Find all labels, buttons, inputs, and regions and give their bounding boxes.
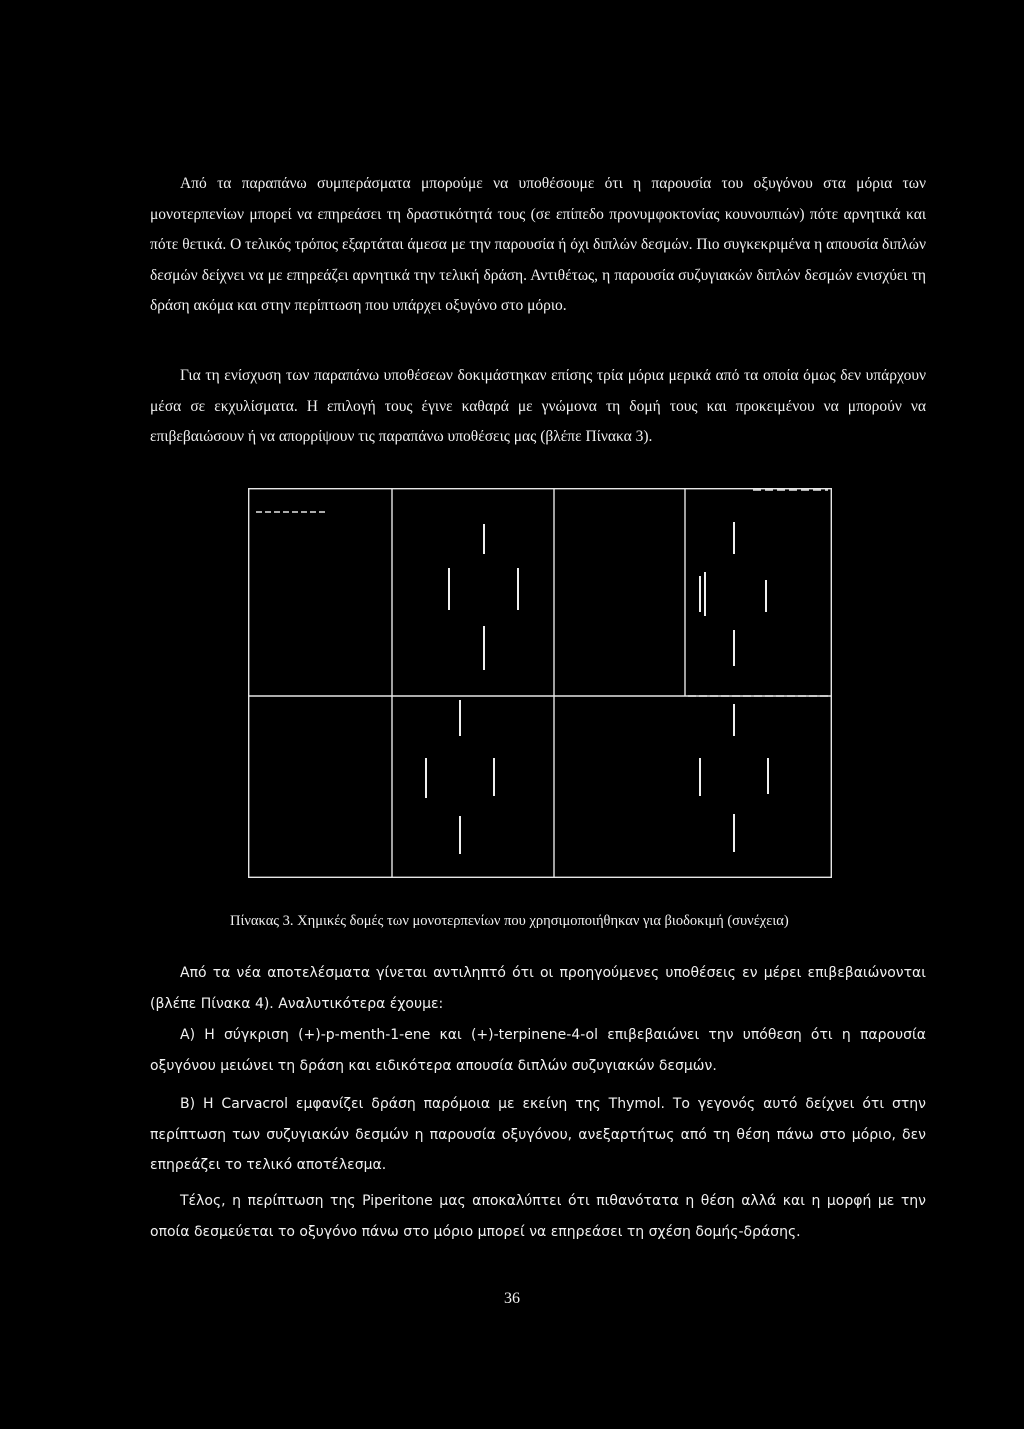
paragraph-new-results: Από τα νέα αποτελέσματα γίνεται αντιληπτό ότι οι προηγούμενες υποθέσεις εν μέρει επιβεβαιώνονται (βλέπε Πίνακα 4). Αναλυτικότερα έχουμε: bbox=[150, 965, 926, 1012]
table-border bbox=[249, 489, 832, 878]
paragraph-hypothesis: Από τα παραπάνω συμπεράσματα μπορούμε να υποθέσουμε ότι η παρουσία του οξυγόνου στα μόρια των μονοτερπενίων μπορεί να επηρεάσει τη δραστικότητά τους (σε επίπεδο προνυμφοκτονίας κουνουπιών) πότε αρνητικά και πότε θετικά. Ο τελικός τρόπος εξαρτάται άμεσα με την παρουσία ή όχι διπλών δεσμών. Πιο συγκεκριμένα η απουσία διπλών δεσμών δείχνει να με επηρεάζει αρνητικά την τελική δράση. Αντιθέτως, η παρουσία συζυγιακών διπλών δεσμών ενισχύει τη δράση ακόμα και στην περίπτωση που υπάρχει οξυγόνο στο μόριο. bbox=[150, 175, 926, 314]
molecule-structure-fragments bbox=[426, 522, 768, 854]
table-caption: Πίνακας 3. Χημικές δομές των μονοτερπενίων που χρησιμοποιήθηκαν για βιοδοκιμή (συνέχεια) bbox=[230, 913, 789, 929]
paragraph-point-b: Β) Η Carvacrol εμφανίζει δράση παρόμοια με εκείνη της Thymol. Το γεγονός αυτό δείχνει ότι στην περίπτωση των συζυγιακών δεσμών η παρουσία οξυγόνου, ανεξαρτήτως από τη θέση πάνω στο μόριο, δεν επηρεάζει το τελικό αποτέλεσμα. bbox=[150, 1096, 926, 1173]
paragraph-point-a: Α) Η σύγκριση (+)-p-menth-1-ene και (+)-terpinene-4-ol επιβεβαιώνει την υπόθεση ότι η παρουσία οξυγόνου μειώνει τη δράση και ειδικότερα απουσία διπλών συζυγιακών δεσμών. bbox=[150, 1027, 926, 1074]
page-number: 36 bbox=[504, 1290, 520, 1307]
paragraph-conclusion: Τέλος, η περίπτωση της Piperitone μας αποκαλύπτει ότι πιθανότατα η θέση αλλά και η μορφή με την οποία δεσμεύεται το οξυγόνο πάνω στο μόριο μπορεί να επηρεάσει τη σχέση δομής-δράσης. bbox=[150, 1193, 926, 1240]
structures-table-grid bbox=[248, 488, 832, 878]
paragraph-additional-molecules: Για τη ενίσχυση των παραπάνω υποθέσεων δοκιμάστηκαν επίσης τρία μόρια μερικά από τα οποία όμως δεν υπάρχουν μέσα σε εκχυλίσματα. Η επιλογή τους έγινε καθαρά με γνώμονα τη δομή τους και προκειμένου να μπορούν να επιβεβαιώσουν ή να απορρίψουν τις παραπάνω υποθέσεις μας (βλέπε Πίνακα 3). bbox=[150, 367, 926, 445]
structures-table bbox=[248, 488, 832, 878]
